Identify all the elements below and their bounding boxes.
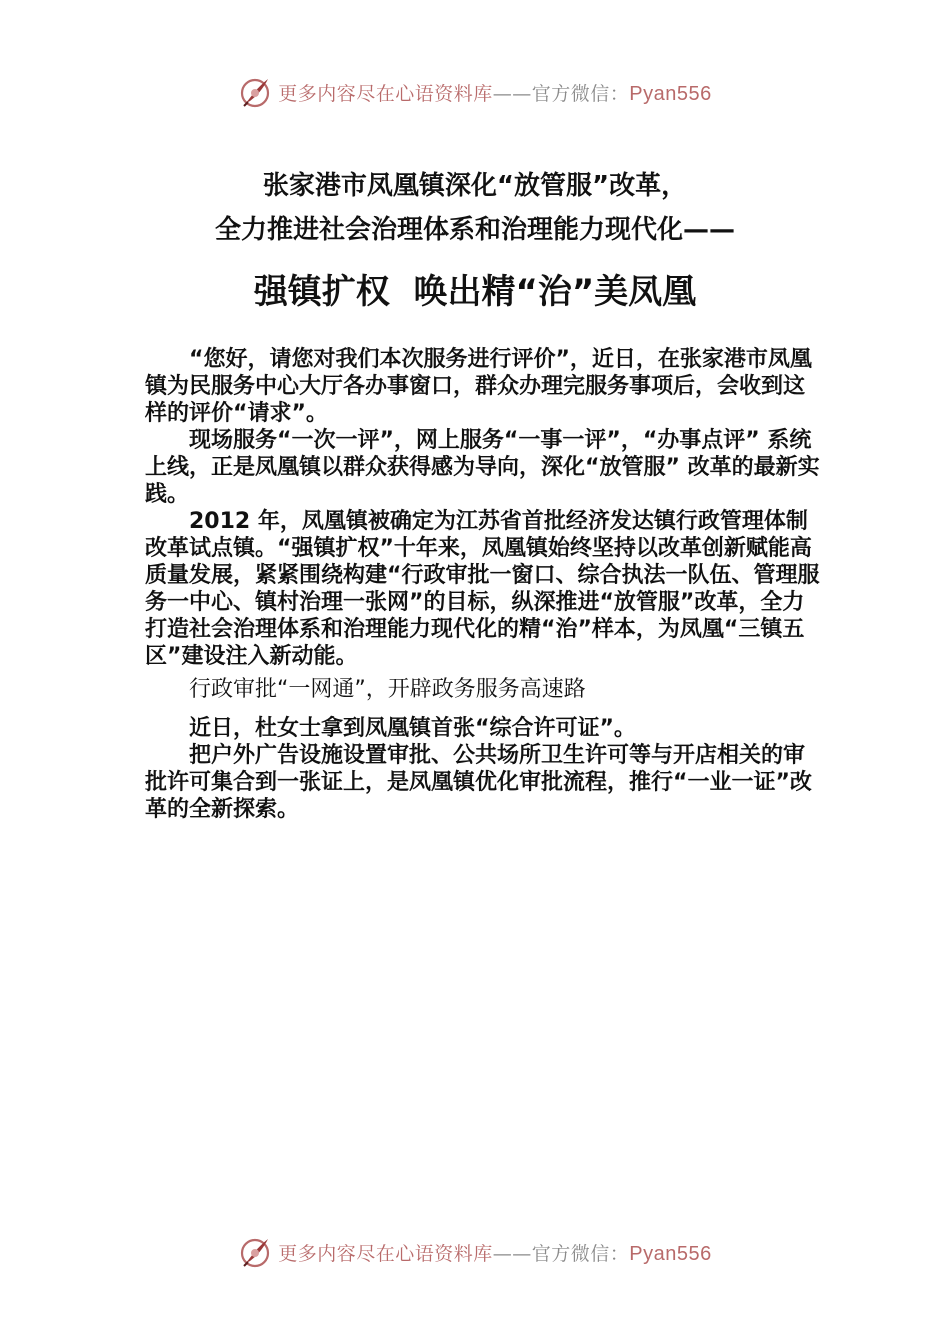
watermark-main: 更多内容尽在心语资料库 xyxy=(278,82,493,105)
main-headline: 强镇扩权 唤出精“治”美凤凰 xyxy=(253,272,697,312)
footer-watermark xyxy=(0,1232,950,1272)
paragraph: 近日，杜女士拿到凤凰镇首张“综合许可证”。 xyxy=(189,716,636,741)
title-line-1: 张家港市凤凰镇深化“放管服”改革， xyxy=(262,171,688,201)
paragraph: 把户外广告设施设置审批、公共场所卫生许可等与开店相关的审批许可集合到一张证上，是凤凰镇优化审批流程，推行“一业一证”改革的全新探索。 xyxy=(145,743,812,822)
paragraph: “您好，请您对我们本次服务进行评价”，近日，在张家港市凤凰镇为民服务中心大厅各办事窗口，群众办理完服务事项后，会收到这样的评价“请求”。 xyxy=(145,347,812,426)
watermark-dash: —— xyxy=(492,1242,532,1265)
header-watermark xyxy=(0,72,950,112)
watermark-wechat-id: Pyan556 xyxy=(629,1242,712,1265)
title-block xyxy=(0,164,950,322)
watermark-wechat-label: 官方微信： xyxy=(531,1242,630,1265)
watermark-wechat-label: 官方微信： xyxy=(531,82,630,105)
paragraph: 现场服务“一次一评”，网上服务“一事一评”，“办事点评” 系统上线，正是凤凰镇以群众获得感为导向，深化“放管服” 改革的最新实践。 xyxy=(145,428,820,507)
paragraph: 2012 年，凤凰镇被确定为江苏省首批经济发达镇行政管理体制改革试点镇。“强镇扩权”十年来，凤凰镇始终坚持以改革创新赋能高质量发展，紧紧围绕构建“行政审批一窗口、综合执法一队伍、管理服务一中心、镇村治理一张网”的目标，纵深推进“放管服”改革，全力打造社会治理体系和治理能力现代化的精“治”样本，为凤凰“三镇五区”建设注入新动能。 xyxy=(145,509,820,669)
watermark-text xyxy=(278,79,712,106)
quill-logo-icon xyxy=(238,75,272,109)
watermark-dash: —— xyxy=(492,82,532,105)
watermark-main: 更多内容尽在心语资料库 xyxy=(278,1242,493,1265)
quill-logo-icon xyxy=(238,1235,272,1269)
section-subheading: 行政审批“一网通”，开辟政务服务高速路 xyxy=(189,677,586,702)
title-line-2: 全力推进社会治理体系和治理能力现代化—— xyxy=(214,215,735,245)
watermark-wechat-id: Pyan556 xyxy=(629,82,712,105)
watermark-text xyxy=(278,1239,712,1266)
article-body xyxy=(145,346,825,823)
